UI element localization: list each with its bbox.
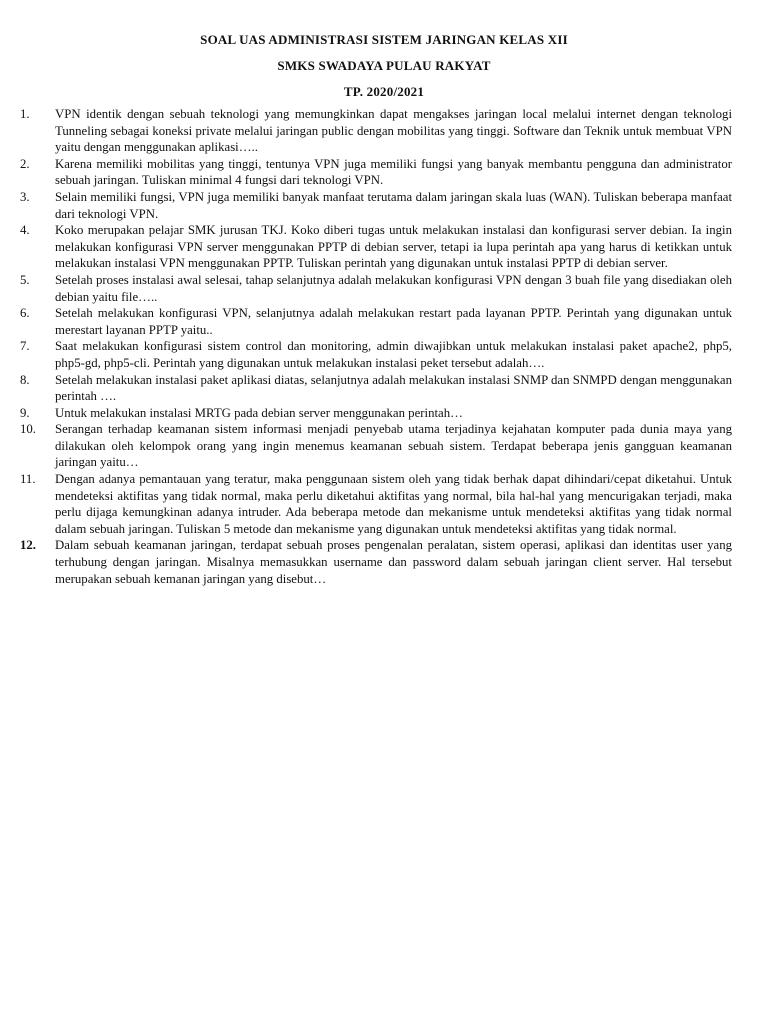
question-number: 8. <box>20 372 30 387</box>
question-item-8 <box>20 372 732 405</box>
question-item-11 <box>20 471 732 537</box>
question-text: VPN identik dengan sebuah teknologi yang memungkinkan dapat mengakses jaringan local melalui internet dengan teknologi Tunneling sebagai koneksi private melalui jaringan public dengan mobilitas yang tinggi. Software dan Teknik untuk membuat VPN yaitu dengan menggunakan aplikasi….. <box>55 107 732 155</box>
question-number: 4. <box>20 223 30 238</box>
question-item-12 <box>20 537 732 587</box>
question-number: 5. <box>20 272 30 287</box>
question-number: 6. <box>20 306 30 321</box>
question-text: Dalam sebuah keamanan jaringan, terdapat sebuah proses pengenalan peralatan, sistem operasi, aplikasi dan identitas user yang terhubung dengan jaringan. Misalnya memasukkan username dan password dalam sebuah jaringan client server. Hal tersebut merupakan sebuah kemanan jaringan yang disebut… <box>55 538 732 586</box>
question-item-10 <box>20 421 732 471</box>
question-text: Setelah melakukan instalasi paket aplikasi diatas, selanjutnya adalah melakukan instalasi SNMP dan SNMPD dengan menggunakan perintah …. <box>55 372 732 404</box>
question-number: 2. <box>20 156 30 171</box>
question-item-6 <box>20 305 732 338</box>
question-list <box>20 106 732 587</box>
exam-title: SOAL UAS ADMINISTRASI SISTEM JARINGAN KELAS XII <box>200 32 568 47</box>
question-number: 12. <box>20 538 36 553</box>
question-text: Untuk melakukan instalasi MRTG pada debian server menggunakan perintah… <box>55 405 463 420</box>
question-text: Dengan adanya pemantauan yang teratur, maka penggunaan sistem oleh yang tidak berhak dapat dihindari/cepat diketahui. Untuk mendeteksi aktifitas yang tidak normal, maka perlu diketahui aktifitas yang normal, bila hal-hal yang mencurigakan terjadi, maka perlu dijaga kemungkinan adanya intruder. Ada beberapa metode dan mekanisme untuk mendeteksi aktifitas yang tidak normal dalam sebuah jaringan. Tuliskan 5 metode dan mekanisme yang digunakan untuk mendeteksi aktifitas yang tidak normal. <box>55 472 732 536</box>
question-number: 7. <box>20 339 30 354</box>
question-item-1 <box>20 106 732 156</box>
question-text: Setelah melakukan konfigurasi VPN, selanjutnya adalah melakukan restart pada layanan PPTP. Perintah yang digunakan untuk merestart layanan PPTP yaitu.. <box>55 306 732 337</box>
question-text: Karena memiliki mobilitas yang tinggi, tentunya VPN juga memiliki fungsi yang banyak membantu pengguna dan administrator sebuah jaringan. Tuliskan minimal 4 fungsi dari teknologi VPN. <box>55 156 732 188</box>
school-year: TP. 2020/2021 <box>343 84 425 99</box>
question-text: Serangan terhadap keamanan sistem informasi menjadi penyebab utama terjadinya kejahatan komputer pada dunia maya yang dilakukan oleh kelompok orang yang ingin menemus keamanan sebuah sistem. Terdapat beberapa jenis gangguan keamanan jaringan yaitu… <box>55 422 732 470</box>
question-item-4 <box>20 222 732 272</box>
question-number: 3. <box>20 189 30 204</box>
question-number: 1. <box>20 107 30 121</box>
question-number: 9. <box>20 405 30 420</box>
question-text: Selain memiliki fungsi, VPN juga memiliki banyak manfaat terutama dalam jaringan skala luas (WAN). Tuliskan beberapa manfaat dari teknologi VPN. <box>55 189 732 221</box>
question-text: Koko merupakan pelajar SMK jurusan TKJ. Koko diberi tugas untuk melakukan instalasi dan konfigurasi server debian. Ia ingin melakukan konfigurasi VPN server menggunakan PPTP di debian server, tetapi ia lupa perintah apa yang harus di ketikkan untuk melakukan instalasi VPN menggunakan PPTP. Tuliskan perintah yang digunakan untuk instalasi PPTP di debian server. <box>55 223 732 271</box>
question-item-3 <box>20 189 732 222</box>
question-text: Saat melakukan konfigurasi sistem control dan monitoring, admin diwajibkan untuk melakukan instalasi paket apache2, php5, php5-gd, php5-cli. Perintah yang digunakan untuk melakukan instalasi peket tersebut adalah…. <box>55 339 732 370</box>
question-number: 10. <box>20 422 36 437</box>
question-text: Setelah proses instalasi awal selesai, tahap selanjutnya adalah melakukan konfigurasi VPN dengan 3 buah file yang disediakan oleh debian yaitu file….. <box>55 272 732 304</box>
question-item-7 <box>20 338 732 371</box>
question-item-9 <box>20 405 732 422</box>
question-item-2 <box>20 156 732 189</box>
question-number: 11. <box>20 472 36 487</box>
school-name: SMKS SWADAYA PULAU RAKYAT <box>277 58 491 73</box>
question-item-5 <box>20 272 732 305</box>
